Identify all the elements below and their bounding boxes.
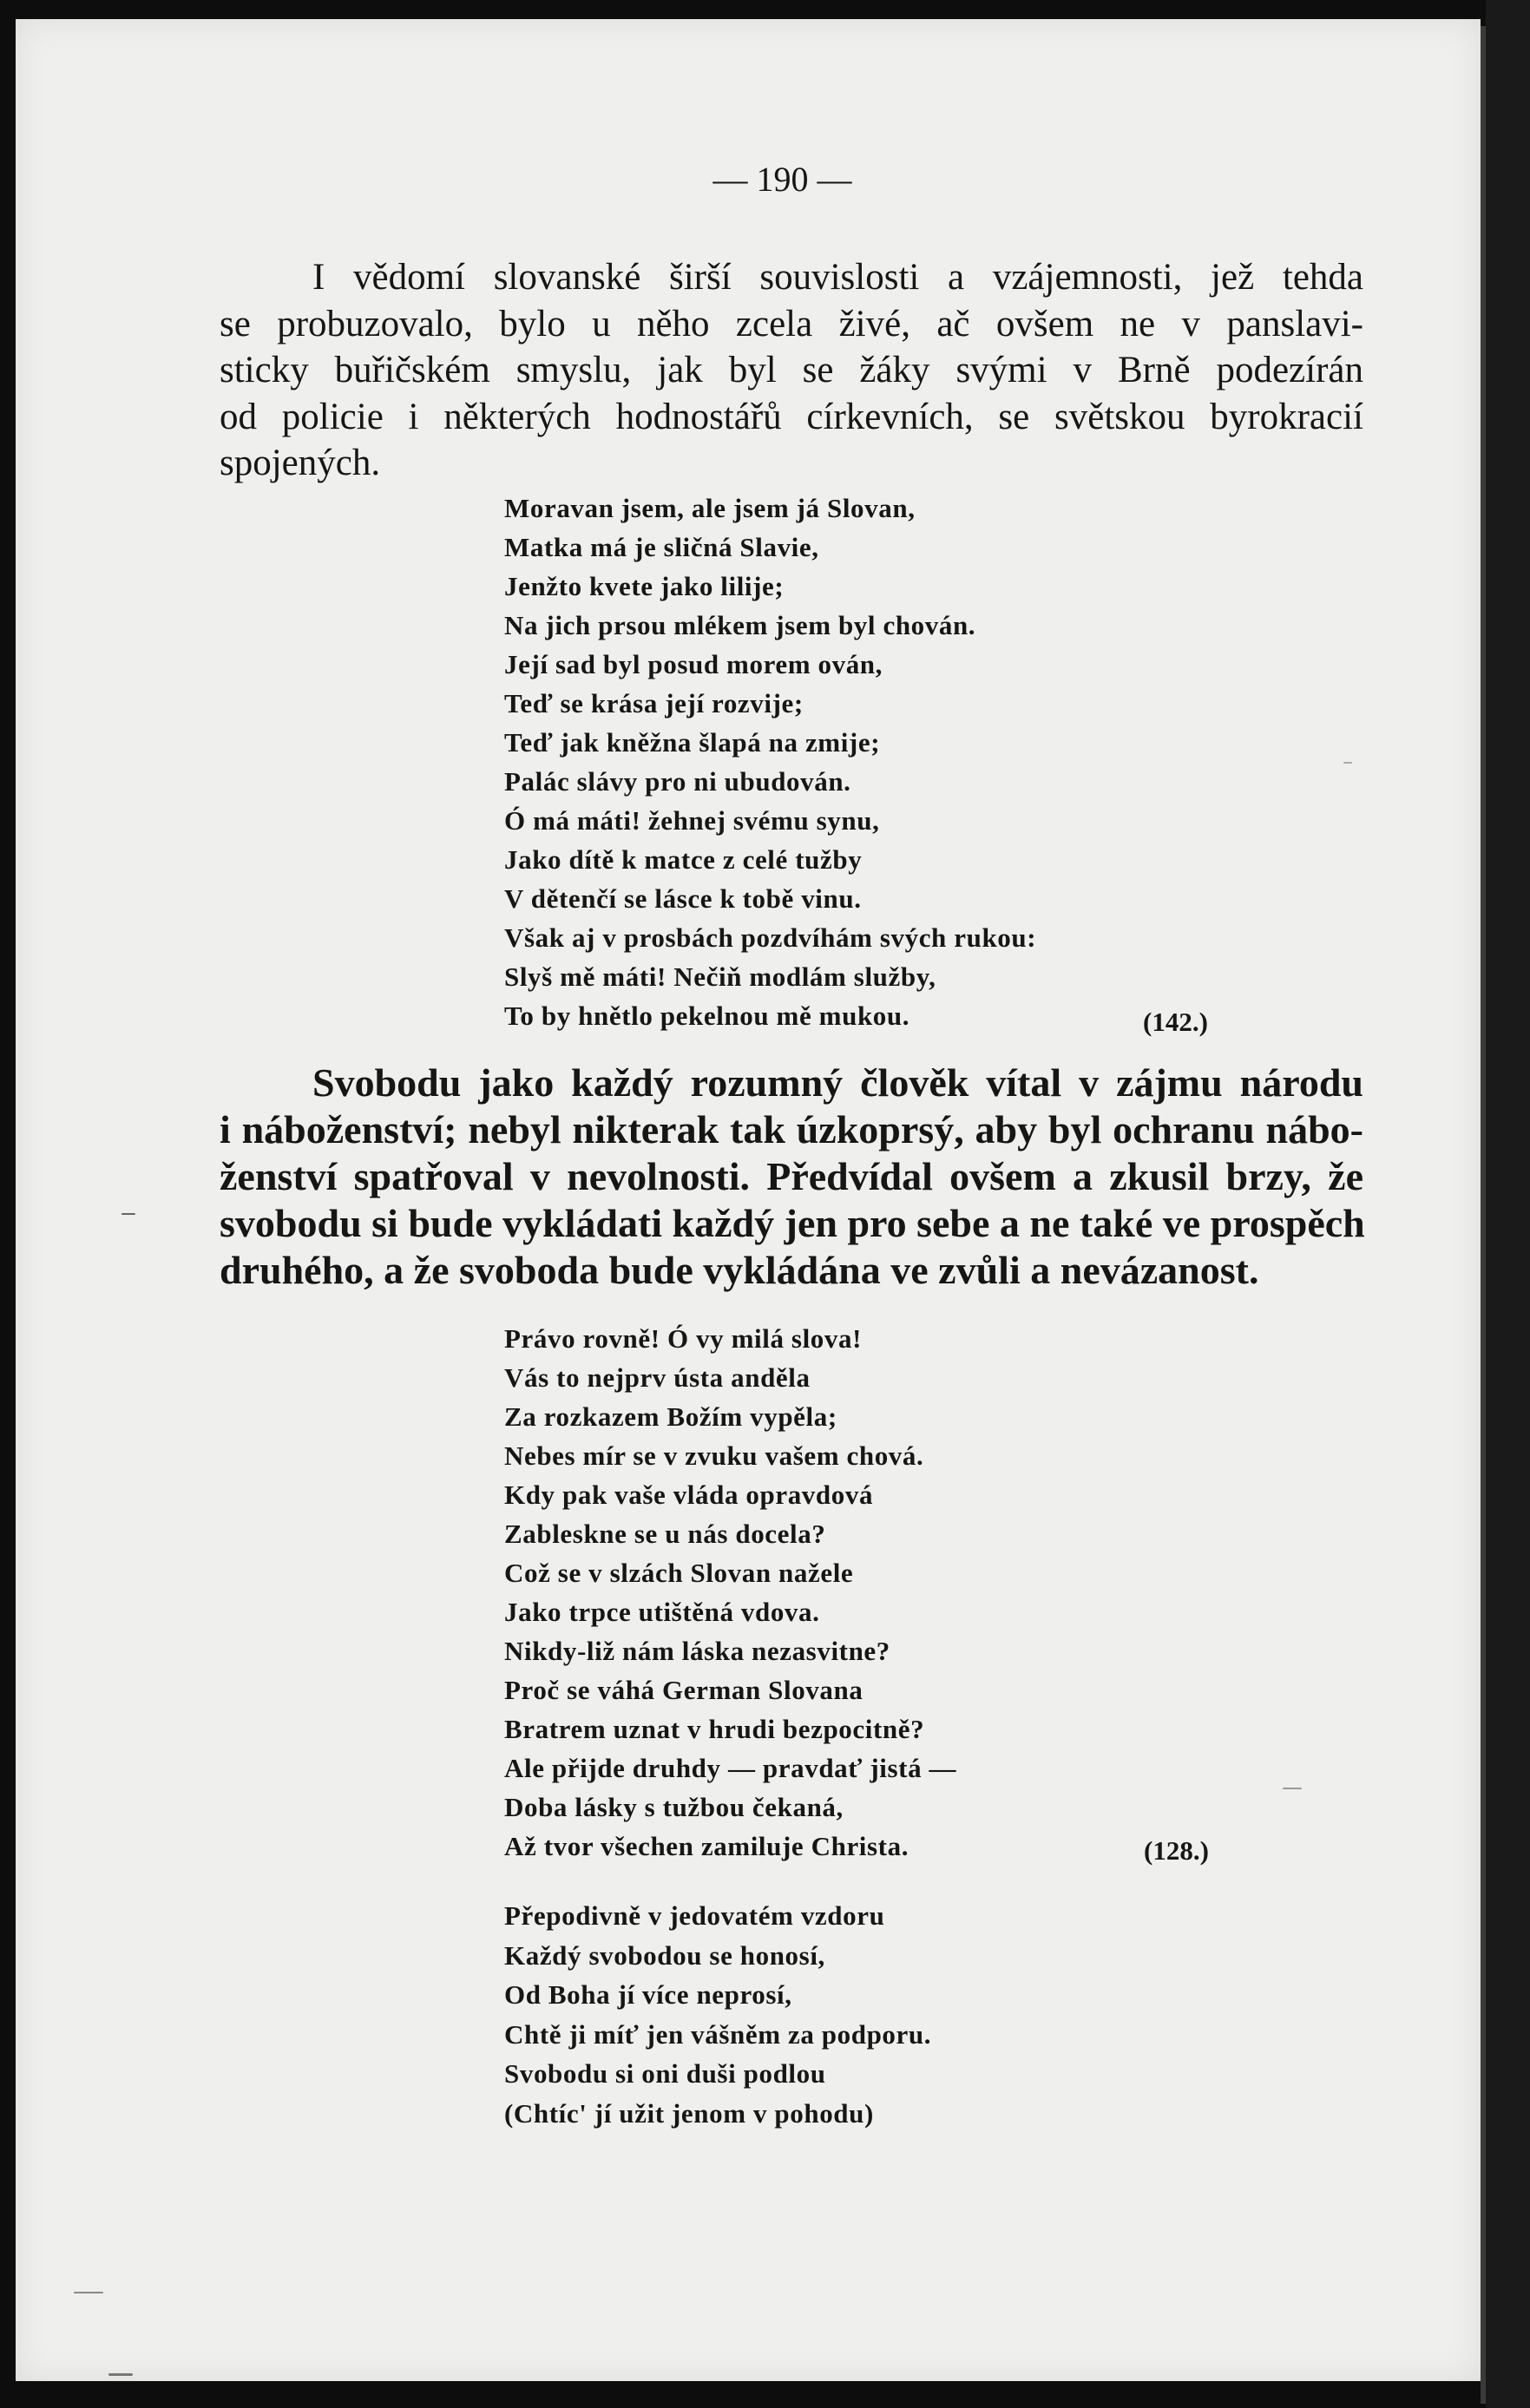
scan-right-border	[1486, 0, 1530, 2408]
paragraph-line: od policie i některých hodnostářů církevních, se světskou byrokracií	[220, 396, 1363, 437]
verse-line: Chtě ji míť jen vášněm za podporu.	[504, 2018, 932, 2050]
paragraph-line: I vědomí slovanské širší souvislosti a vzájemnosti, jež tehda	[312, 257, 1363, 298]
paragraph-line: Svobodu jako každý rozumný člověk vítal v zájmu národu	[312, 1060, 1363, 1105]
scan-speck	[1283, 1788, 1302, 1789]
verse-line: Za rozkazem Božím vypěla;	[504, 1401, 837, 1432]
scan-speck	[1343, 762, 1352, 764]
verse-line: Však aj v prosbách pozdvíhám svých rukou:	[504, 922, 1037, 953]
poem-1-reference: (142.)	[1143, 1007, 1208, 1037]
verse-line: Právo rovně! Ó vy milá slova!	[504, 1323, 863, 1354]
verse-line: (Chtíc' jí užit jenom v pohodu)	[504, 2097, 874, 2129]
verse-line: Každý svobodou se honosí,	[504, 1939, 825, 1971]
poem-2-reference: (128.)	[1144, 1835, 1209, 1866]
paragraph-line: se probuzovalo, bylo u něho zcela živé, ač ovšem ne v panslavi-	[220, 303, 1363, 344]
verse-line: To by hnětlo pekelnou mě mukou.	[504, 1001, 910, 1031]
verse-line: Teď jak kněžna šlapá na zmije;	[504, 727, 881, 758]
poem-1	[504, 489, 1036, 1035]
verse-line: Zableskne se u nás docela?	[504, 1519, 826, 1549]
verse-line: Bratrem uznat v hrudi bezpocitně?	[504, 1714, 925, 1744]
poem-3	[504, 1896, 931, 2133]
paragraph-line: svobodu si bude vykládati každý jen pro sebe a ne také ve prospěch	[220, 1201, 1365, 1245]
scan-speck	[121, 1213, 135, 1215]
verse-line: Na jich prsou mlékem jsem byl chován.	[504, 610, 976, 640]
verse-line: Doba lásky s tužbou čekaná,	[504, 1792, 844, 1822]
poem-2	[504, 1319, 956, 1866]
verse-line: Nikdy-liž nám láska nezasvitne?	[504, 1636, 890, 1666]
paragraph-line: sticky buřičském smyslu, jak byl se žáky svými v Brně podezírán	[220, 350, 1363, 390]
verse-line: Ale přijde druhdy — pravdať jistá —	[504, 1753, 957, 1783]
verse-line: Ó má máti! žehnej svému synu,	[504, 805, 880, 836]
scan-speck	[74, 2292, 103, 2293]
verse-line: Teď se krása její rozvije;	[504, 688, 804, 718]
verse-line: Jenžto kvete jako lilije;	[504, 571, 785, 601]
paragraph-line: spojených.	[220, 443, 381, 483]
verse-line: Přepodivně v jedovatém vzdoru	[504, 1900, 885, 1931]
paragraph-1	[220, 254, 1363, 487]
paragraph-line: i náboženství; nebyl nikterak tak úzkoprsý, aby byl ochranu nábo-	[220, 1107, 1363, 1152]
verse-line: Její sad byl posud morem ován,	[504, 649, 883, 679]
verse-line: Proč se váhá German Slovana	[504, 1675, 863, 1705]
verse-line: V dětenčí se lásce k tobě vinu.	[504, 883, 862, 914]
paragraph-2	[220, 1060, 1363, 1294]
paragraph-line: ženství spatřoval v nevolnosti. Předvídal ovšem a zkusil brzy, že	[220, 1154, 1363, 1198]
verse-line: Vás to nejprv ústa anděla	[504, 1362, 811, 1393]
verse-line: Nebes mír se v zvuku vašem chová.	[504, 1440, 924, 1471]
verse-line: Jako trpce utištěná vdova.	[504, 1597, 820, 1627]
scan-speck	[108, 2373, 133, 2376]
verse-line: Kdy pak vaše vláda opravdová	[504, 1480, 874, 1510]
verse-line: Matka má je sličná Slavie,	[504, 532, 819, 562]
verse-line: Až tvor všechen zamiluje Christa.	[504, 1831, 909, 1861]
verse-line: Od Boha jí více neprosí,	[504, 1979, 792, 2010]
paragraph-line: druhého, a že svoboda bude vykládána ve zvůli a nevázanost.	[220, 1248, 1259, 1292]
page-number: — 190 —	[712, 160, 852, 199]
verse-line: Svobodu si oni duši podlou	[504, 2058, 826, 2089]
verse-line: Moravan jsem, ale jsem já Slovan,	[504, 493, 916, 523]
verse-line: Jako dítě k matce z celé tužby	[504, 844, 863, 875]
verse-line: Palác slávy pro ni ubudován.	[504, 766, 851, 797]
verse-line: Slyš mě máti! Nečiň modlám služby,	[504, 961, 936, 992]
verse-line: Což se v slzách Slovan nažele	[504, 1558, 854, 1588]
